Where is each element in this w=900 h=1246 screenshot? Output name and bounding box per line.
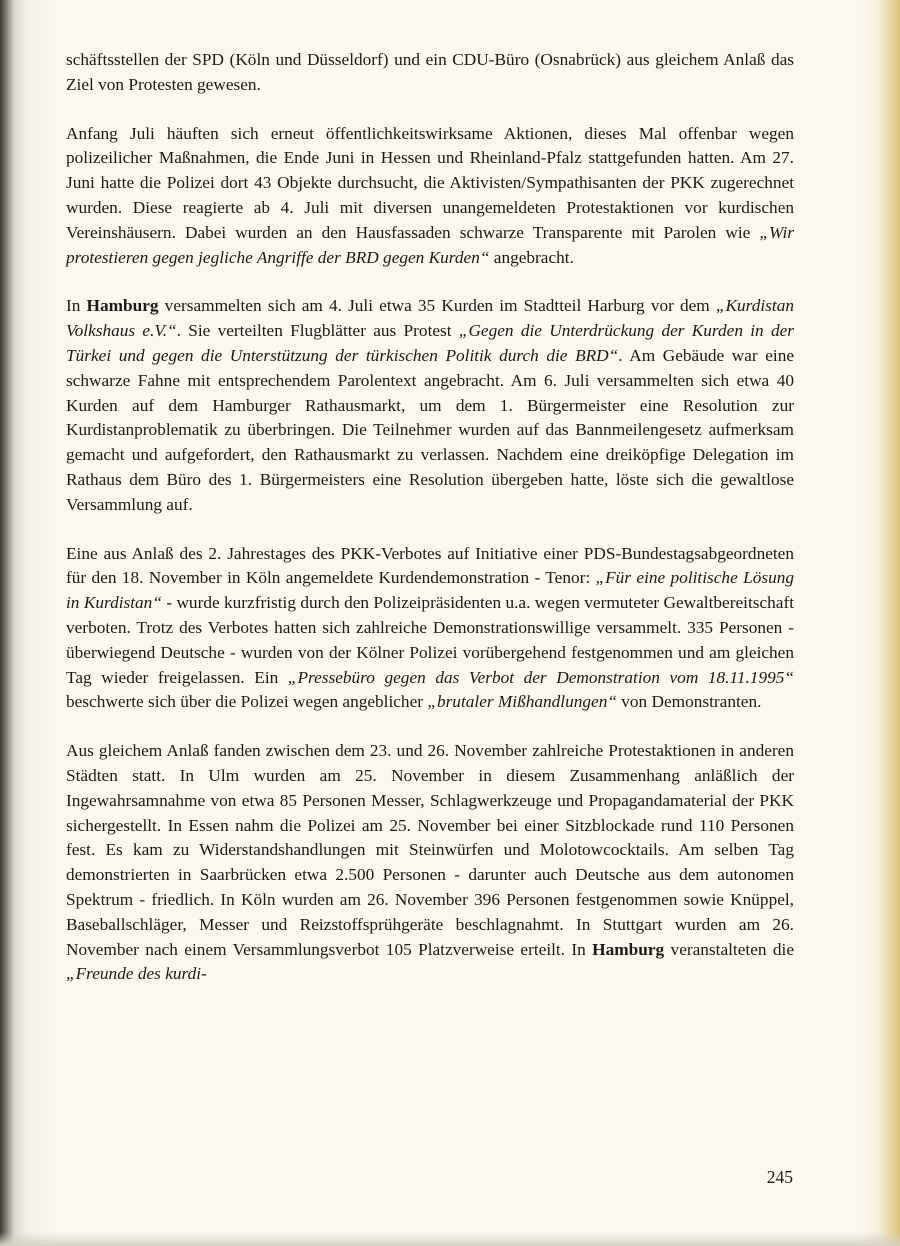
text-run: - wurde kurzfristig durch den Polizeipräsidenten u.a. wegen vermuteter Gewaltbereitschaft verboten. Trotz des Verbotes hatten sich zahlreiche Demonstrationswillige versammelt. 335 Personen - überwiegend Deutsche - wurden von der Kölner Polizei vorübergehend festgenommen und am gleichen Tag wieder freigelassen. Ein	[66, 593, 795, 687]
text-run: von Demonstranten.	[616, 692, 762, 712]
text-run: angebracht.	[489, 247, 574, 267]
city-bold: Hamburg	[86, 296, 159, 316]
text-run: . Sie verteilten Flugblätter aus Protest	[176, 321, 459, 341]
paragraph	[66, 122, 794, 271]
paragraph	[66, 48, 794, 98]
text-run: veranstalteten die	[664, 939, 794, 959]
book-spine-shadow	[0, 0, 14, 1246]
quote-italic: „brutaler Mißhandlungen“	[427, 692, 617, 712]
quote-italic: „Wir protestieren gegen jegliche Angriffe der BRD gegen Kurden“	[66, 222, 794, 267]
quote-italic: „Für eine politische Lösung in Kurdistan“	[66, 568, 794, 613]
text-run: In	[66, 296, 87, 316]
paragraph	[66, 542, 794, 716]
text-run: Eine aus Anlaß des 2. Jahrestages des PKK-Verbotes auf Initiative einer PDS-Bundestagsabgeordneten für den 18. November in Köln angemeldete Kurdendemonstration - Tenor:	[66, 543, 794, 588]
text-run: schäftsstellen der SPD (Köln und Düsseldorf) und ein CDU-Büro (Osnabrück) aus gleichem Anlaß das Ziel von Protesten gewesen.	[66, 50, 794, 94]
page-number: 245	[766, 1167, 793, 1187]
paragraph	[66, 739, 794, 987]
text-run: . Am Gebäude war eine schwarze Fahne mit entsprechendem Parolentext angebracht. Am 6. Juli versammelten sich etwa 40 Kurden auf dem Hamburger Rathausmarkt, um dem 1. Bürgermeister eine Resolution zur Kurdistanproblematik zu überbringen. Die Teilnehmer wurden auf das Bannmeilengesetz aufmerksam gemacht und aufgefordert, den Rathausmarkt zu verlassen. Nachdem eine dreiköpfige Delegation im Rathaus dem Büro des 1. Bürgermeisters eine Resolution übergeben hatte, löste sich die gewaltlose Versammlung auf.	[66, 345, 795, 514]
quote-italic: „Kurdistan Volkshaus e.V.“	[66, 296, 794, 341]
text-run: Aus gleichem Anlaß fanden zwischen dem 23. und 26. November zahlreiche Protestaktionen in anderen Städten statt. In Ulm wurden am 25. November in diesem Zusammenhang anläßlich der Ingewahrsamnahme von etwa 85 Personen Messer, Schlagwerkzeuge und Propagandamaterial der PKK sichergestellt. In Essen nahm die Polizei am 25. November bei einer Sitzblockade rund 110 Personen fest. Es kam zu Widerstandshandlungen mit Steinwürfen und Molotowcocktails. Am selben Tag demonstrierten in Saarbrücken etwa 2.500 Personen - darunter auch Deutsche aus dem autonomen Spektrum - friedlich. In Köln wurden am 26. November 396 Personen festgenommen sowie Knüppel, Baseballschläger, Messer und Reizstoffsprühgeräte beschlagnahmt. In Stuttgart wurden am 26. November nach einem Versammlungsverbot 105 Platzverweise erteilt. In	[66, 741, 794, 959]
city-bold: Hamburg	[592, 939, 665, 959]
quote-italic: „Pressebüro gegen das Verbot der Demonstration vom 18.11.1995“	[287, 667, 794, 687]
paragraph	[66, 294, 794, 517]
body-text	[66, 48, 794, 987]
text-run: beschwerte sich über die Polizei wegen angeblicher	[66, 692, 428, 712]
text-run: versammelten sich am 4. Juli etwa 35 Kurden im Stadtteil Harburg vor dem	[158, 296, 716, 316]
page-bottom-shadow	[0, 1232, 900, 1246]
text-run: Anfang Juli häuften sich erneut öffentlichkeitswirksame Aktionen, dieses Mal offenbar wegen polizeilicher Maßnahmen, die Ende Juni in Hessen und Rheinland-Pfalz stattgefunden hatten. Am 27. Juni hatte die Polizei dort 43 Objekte durchsucht, die Aktivisten/Sympathisanten der PKK zugerechnet wurden. Diese reagierte ab 4. Juli mit diversen unangemeldeten Protestaktionen vor kurdischen Vereinshäusern. Dabei wurden an den Hausfassaden schwarze Transparente mit Parolen wie	[66, 123, 794, 242]
quote-italic: „Freunde des kurdi-	[66, 964, 207, 984]
quote-italic: „Gegen die Unterdrückung der Kurden in der Türkei und gegen die Unterstützung der türkischen Politik durch die BRD“	[66, 321, 794, 365]
